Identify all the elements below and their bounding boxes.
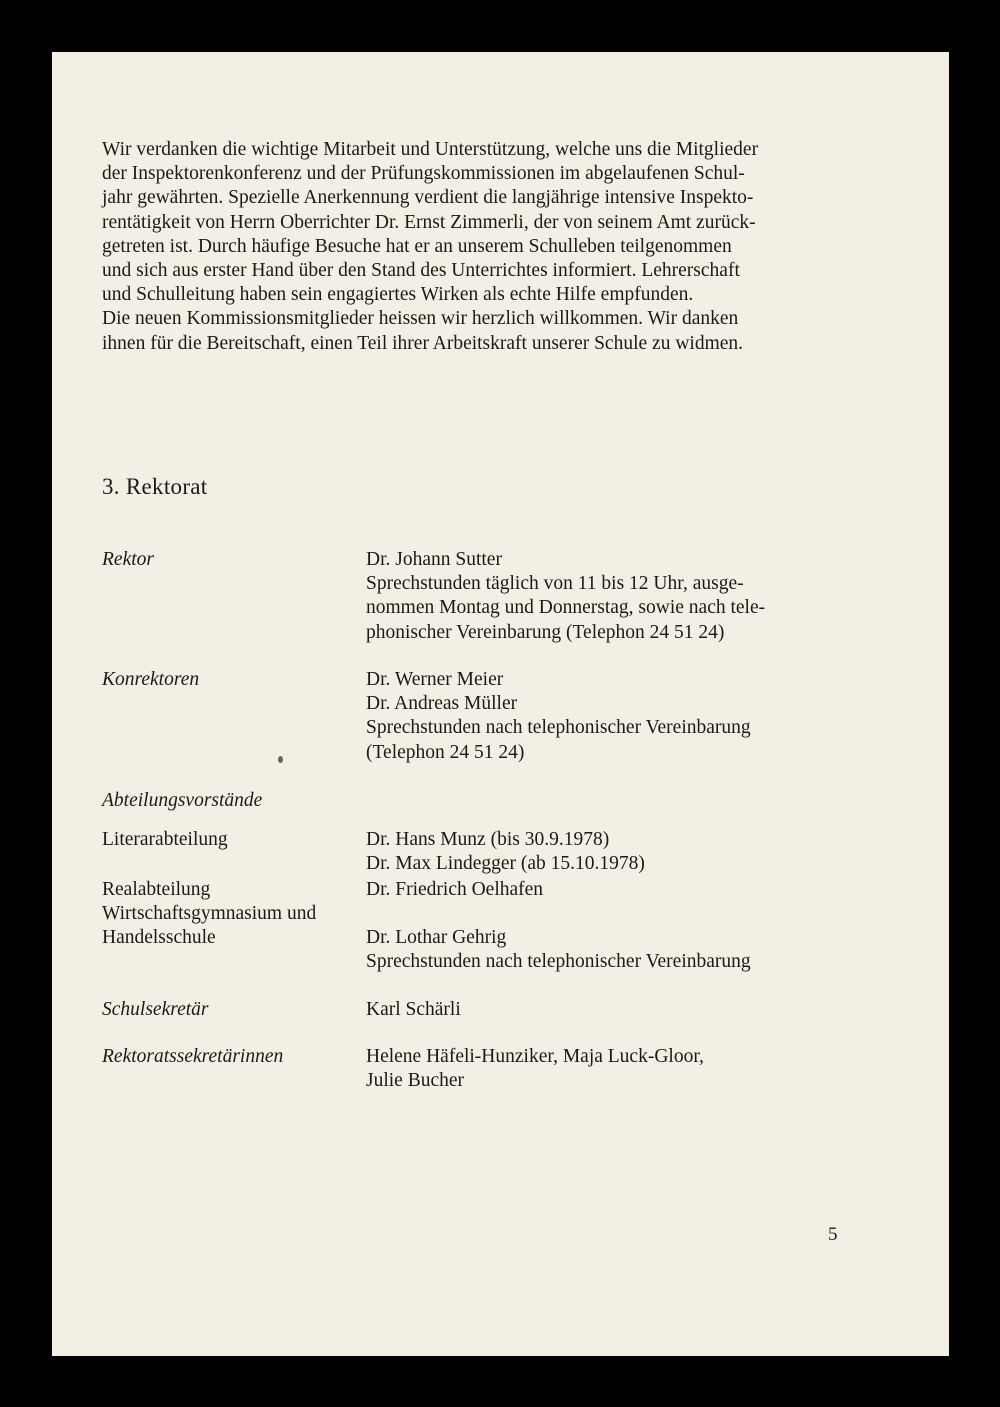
rektor-details (366, 548, 765, 645)
konrektoren-line: Sprechstunden nach telephonischer Vereinbarung (366, 717, 751, 739)
sekretaerinnen-line: Julie Bucher (366, 1070, 465, 1092)
intro-line: Wir verdanken die wichtige Mitarbeit und Unterstützung, welche uns die Mitglieder (102, 139, 759, 160)
realabteilung-label: Realabteilung (102, 879, 211, 900)
wirtschaft-line: Sprechstunden nach telephonischer Vereinbarung (366, 951, 751, 973)
rektor-line: Sprechstunden täglich von 11 bis 12 Uhr, ausge- (366, 573, 744, 595)
intro-line: ihnen für die Bereitschaft, einen Teil ihrer Arbeitskraft unserer Schule zu widmen. (102, 332, 744, 354)
page-number: 5 (828, 1224, 838, 1245)
konrektoren-label: Konrektoren (102, 669, 200, 690)
wirtschaft-details (366, 926, 751, 974)
rektoratssekretaerinnen-details (366, 1045, 704, 1093)
konrektoren-line: (Telephon 24 51 24) (366, 741, 525, 763)
realabteilung-details (366, 878, 543, 902)
intro-line: rentätigkeit von Herrn Oberrichter Dr. Ernst Zimmerli, der von seinem Amt zurück- (102, 211, 756, 233)
rektor-line: Dr. Johann Sutter (366, 549, 502, 570)
paper-speck (278, 756, 283, 763)
wirtschaft-label (102, 902, 316, 950)
intro-line: und sich aus erster Hand über den Stand des Unterrichtes informiert. Lehrerschaft (102, 260, 740, 282)
schulsekretaer-label: Schulsekretär (102, 999, 209, 1020)
intro-line: und Schulleitung haben sein engagiertes Wirken als echte Hilfe empfunden. (102, 284, 694, 306)
wirtschaft-line: Dr. Lothar Gehrig (366, 927, 507, 948)
intro-line: getreten ist. Durch häufige Besuche hat er an unserem Schulleben teilgenommen (102, 235, 732, 257)
schulsekretaer-line: Karl Schärli (366, 999, 461, 1020)
konrektoren-details (366, 668, 751, 765)
literarabteilung-label: Literarabteilung (102, 829, 228, 850)
literar-line: Dr. Max Lindegger (ab 15.10.1978) (366, 853, 645, 875)
intro-line: jahr gewährten. Spezielle Anerkennung verdient die langjährige intensive Inspekto- (102, 187, 754, 209)
schulsekretaer-details (366, 998, 461, 1022)
intro-line: der Inspektorenkonferenz und der Prüfungskommissionen im abgelaufenen Schul- (102, 163, 745, 185)
konrektoren-line: Dr. Andreas Müller (366, 693, 518, 715)
rektoratssekretaerinnen-label: Rektoratssekretärinnen (102, 1046, 284, 1067)
rektor-line: phonischer Vereinbarung (Telephon 24 51 24) (366, 621, 725, 643)
document-page (52, 52, 949, 1356)
abteilungsvorstaende-label: Abteilungsvorstände (102, 790, 263, 811)
rektor-label: Rektor (102, 549, 154, 570)
wirtschaft-label-line: Wirtschaftsgymnasium und (102, 903, 317, 924)
literar-line: Dr. Hans Munz (bis 30.9.1978) (366, 829, 610, 850)
intro-paragraph (102, 138, 862, 356)
wirtschaft-label-line: Handelsschule (102, 927, 216, 949)
konrektoren-line: Dr. Werner Meier (366, 669, 504, 690)
rektor-line: nommen Montag und Donnerstag, sowie nach tele- (366, 597, 766, 619)
sekretaerinnen-line: Helene Häfeli-Hunziker, Maja Luck-Gloor, (366, 1046, 704, 1067)
section-heading: 3. Rektorat (102, 474, 208, 499)
real-line: Dr. Friedrich Oelhafen (366, 879, 544, 900)
literarabteilung-details (366, 828, 645, 876)
intro-line: Die neuen Kommissionsmitglieder heissen wir herzlich willkommen. Wir danken (102, 308, 739, 330)
